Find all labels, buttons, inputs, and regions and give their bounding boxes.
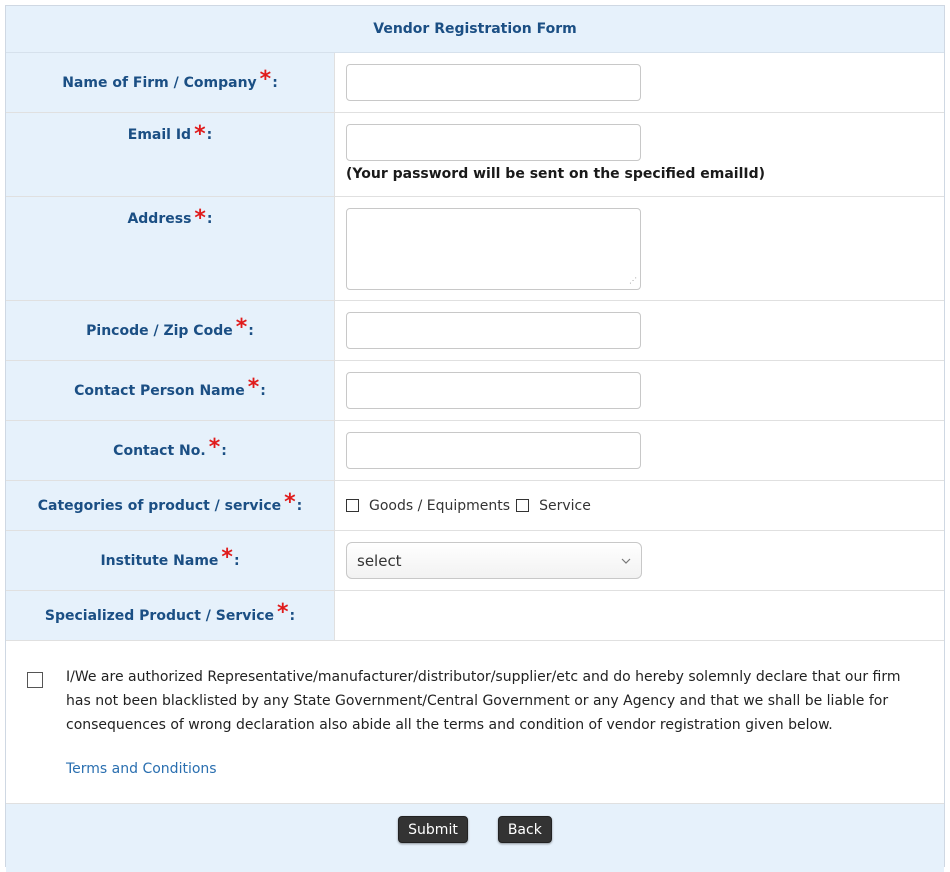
label-email: Email Id * : <box>6 113 335 196</box>
institute-select[interactable] <box>346 542 642 579</box>
row-contact-no <box>6 421 944 481</box>
row-categories <box>6 481 944 531</box>
service-checkbox[interactable] <box>516 499 529 512</box>
resize-grip-icon[interactable]: ⋰ <box>629 276 637 285</box>
terms-and-conditions-link[interactable]: Terms and Conditions <box>66 761 217 777</box>
email-input[interactable] <box>346 124 641 161</box>
label-pincode: Pincode / Zip Code * : <box>6 301 335 360</box>
form-title: Vendor Registration Form <box>6 6 944 53</box>
required-marker: * <box>208 434 221 460</box>
contact-no-input[interactable] <box>346 432 641 469</box>
required-marker: * <box>194 206 206 231</box>
back-button[interactable]: Back <box>498 816 552 843</box>
required-marker: * <box>194 122 206 147</box>
declaration-text: I/We are authorized Representative/manufacturer/distributor/supplier/etc and do hereby solemnly declare that our firm has not been blacklisted by any State Government/Central Government or any Agency and that we shall be liable for consequences of wrong declaration also abide all the terms and condition of vendor registration given below. <box>66 669 901 733</box>
label-categories: Categories of product / service * : <box>6 481 335 530</box>
label-address: Address * : <box>6 197 335 300</box>
label-firm-name: Name of Firm / Company * : <box>6 53 335 112</box>
declaration-checkbox[interactable] <box>27 672 43 688</box>
address-textarea[interactable] <box>346 208 641 290</box>
contact-person-input[interactable] <box>346 372 641 409</box>
chevron-down-icon <box>621 556 631 566</box>
required-marker: * <box>221 544 233 570</box>
goods-label: Goods / Equipments <box>369 497 511 514</box>
pincode-input[interactable] <box>346 312 641 349</box>
required-marker: * <box>284 489 296 515</box>
required-marker: * <box>276 599 289 625</box>
row-institute <box>6 531 944 591</box>
row-contact-person <box>6 361 944 421</box>
required-marker: * <box>259 66 272 92</box>
goods-checkbox[interactable] <box>346 499 359 512</box>
form-actions <box>6 804 944 872</box>
label-contact-person: Contact Person Name * : <box>6 361 335 420</box>
service-label: Service <box>539 497 591 514</box>
firm-name-input[interactable] <box>346 64 641 101</box>
row-email <box>6 113 944 197</box>
submit-button[interactable]: Submit <box>398 816 468 843</box>
required-marker: * <box>235 314 248 340</box>
row-pincode <box>6 301 944 361</box>
declaration-section <box>6 641 944 804</box>
label-specialized: Specialized Product / Service * : <box>6 591 335 640</box>
row-firm-name <box>6 53 944 113</box>
label-institute: Institute Name * : <box>6 531 335 590</box>
institute-select-value: select <box>357 551 402 570</box>
vendor-registration-form <box>5 5 945 867</box>
required-marker: * <box>247 374 260 400</box>
label-contact-no: Contact No. * : <box>6 421 335 480</box>
email-hint: (Your password will be sent on the specified emailId) <box>346 166 766 182</box>
row-address <box>6 197 944 301</box>
row-specialized <box>6 591 944 641</box>
